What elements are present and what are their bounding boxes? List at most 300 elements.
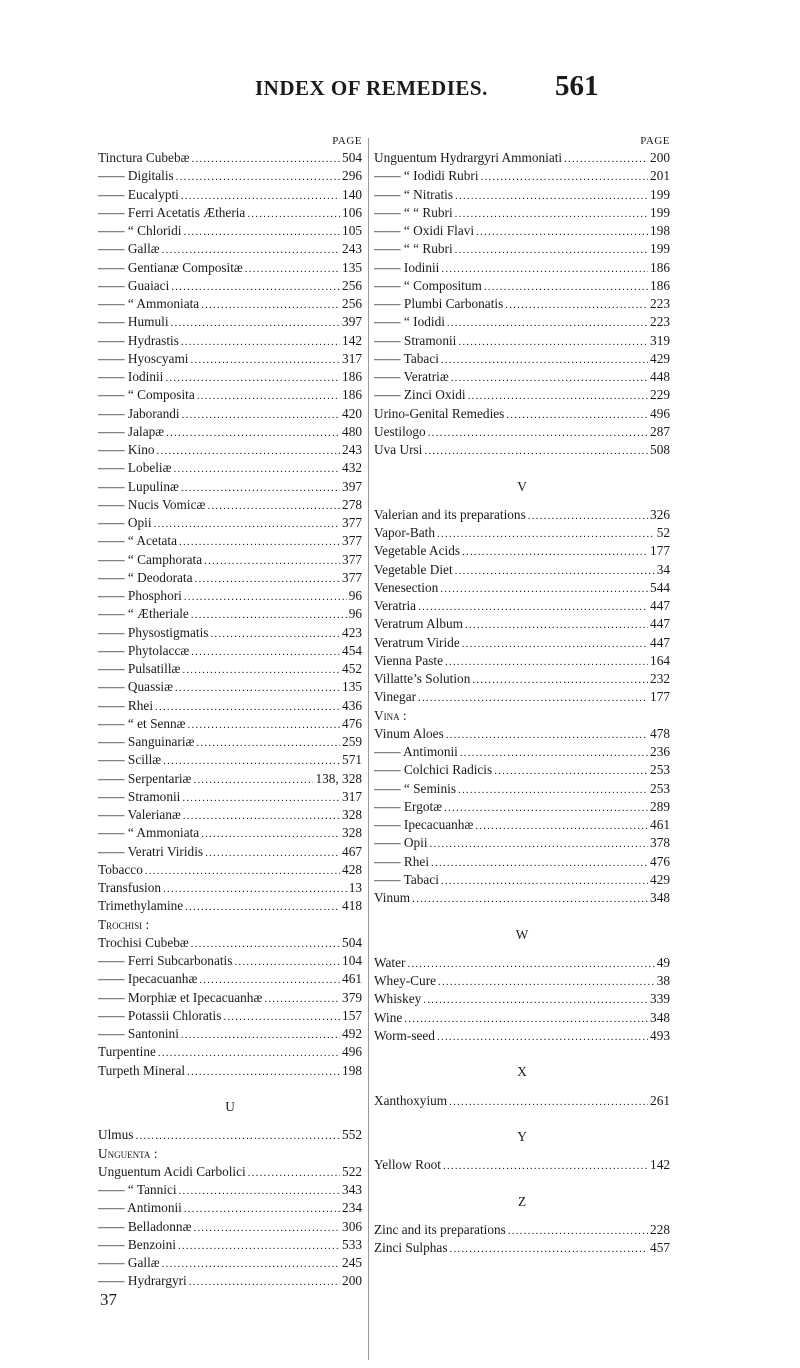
index-entry: [98, 1062, 362, 1080]
section-spacer: [374, 459, 670, 477]
entry-page-number: 135: [342, 679, 362, 695]
running-title: INDEX OF REMEDIES.: [255, 76, 488, 100]
index-entry: [98, 715, 362, 733]
index-entry: [374, 615, 670, 633]
dot-leader: [462, 635, 648, 652]
entry-page-number: 34: [656, 561, 670, 577]
entry-page-number: 379: [342, 989, 362, 1005]
dot-leader: [181, 479, 340, 496]
entry-label: —— Colchici Radicis: [374, 762, 493, 778]
entry-page-number: 348: [650, 890, 670, 905]
index-entry: [374, 579, 670, 597]
dot-leader: [423, 991, 648, 1008]
entry-label: —— Digitalis: [98, 168, 174, 184]
dot-leader: [440, 580, 648, 597]
section-spacer: [374, 1082, 670, 1092]
index-entry: [374, 954, 670, 972]
index-entry: [374, 1239, 670, 1257]
dot-leader: [450, 1240, 649, 1257]
index-entries: [98, 149, 362, 1309]
dot-leader: [444, 799, 648, 816]
index-entry: [374, 1092, 670, 1110]
index-entry: [98, 806, 362, 824]
dot-leader: [157, 442, 341, 459]
index-entry: [98, 1181, 362, 1199]
entry-page-number: 478: [650, 725, 670, 741]
index-entry: [374, 834, 670, 852]
entry-label: Veratrum Viride: [374, 634, 460, 650]
entry-page-number: 229: [650, 387, 670, 403]
index-entry: [98, 843, 362, 861]
entry-page-number: 377: [342, 533, 362, 549]
entry-label: —— Ferri Subcarbonatis: [98, 953, 233, 968]
entry-page-number: 157: [342, 1007, 362, 1023]
entry-label: —— Tabaci: [374, 871, 439, 887]
entry-page-number: 377: [342, 515, 362, 530]
index-entry: [374, 149, 670, 167]
entry-label: Vapor-Bath: [374, 525, 436, 540]
entry-label: Unguentum Acidi Carbolici: [98, 1163, 246, 1179]
entry-page-number: 223: [650, 314, 670, 330]
entry-page-number: 49: [656, 954, 670, 970]
dot-leader: [460, 744, 648, 761]
dot-leader: [181, 1026, 340, 1043]
index-entry: [98, 879, 362, 897]
index-entry: [98, 824, 362, 842]
index-entry: [98, 514, 362, 532]
entry-page-number: 198: [342, 1062, 362, 1078]
entry-label: —— Guaiaci: [98, 277, 170, 293]
index-entry: [374, 441, 670, 459]
dot-leader: [191, 935, 340, 952]
entry-page-number: 397: [342, 478, 362, 494]
dot-leader: [443, 1157, 648, 1174]
entry-page-number: 454: [342, 642, 362, 658]
entry-page-number: 245: [342, 1255, 362, 1270]
entry-label: —— “ “ Rubri: [374, 241, 453, 257]
entry-label: —— Stramonii: [374, 332, 457, 348]
entry-label: —— “ Composita: [98, 387, 195, 403]
index-entry: [98, 1272, 362, 1290]
index-entry: [374, 167, 670, 185]
index-entries: [374, 149, 670, 1258]
entry-label: —— Humuli: [98, 314, 169, 330]
entry-page-number: 256: [342, 296, 362, 311]
dot-leader: [191, 150, 340, 167]
index-entry: [98, 405, 362, 423]
entry-page-number: 261: [650, 1092, 670, 1108]
index-entry: [374, 222, 670, 240]
entry-label: —— Veratriæ: [374, 369, 449, 384]
column-divider: [368, 138, 369, 1360]
index-entry: [98, 1043, 362, 1061]
entry-page-number: 234: [342, 1200, 362, 1216]
dot-leader: [441, 872, 648, 889]
dot-leader: [223, 1008, 340, 1025]
entry-label: —— Antimonii: [98, 1200, 182, 1216]
index-entry: [374, 240, 670, 258]
entry-label: —— “ Deodorata: [98, 569, 193, 585]
index-entry: [98, 678, 362, 696]
dot-leader: [449, 1093, 648, 1110]
dot-leader: [187, 1063, 340, 1080]
entry-label: Valerian and its preparations: [374, 506, 526, 522]
entry-label: —— Santonini: [98, 1026, 179, 1041]
index-entry: [98, 149, 362, 167]
entry-page-number: 142: [342, 332, 362, 348]
index-entry: [98, 569, 362, 587]
dot-leader: [163, 880, 347, 897]
index-entry: [98, 313, 362, 331]
entry-page-number: 140: [342, 186, 362, 202]
dot-leader: [264, 990, 340, 1007]
index-entry: [98, 551, 362, 569]
entry-page-number: 186: [342, 387, 362, 403]
entry-page-number: 552: [342, 1127, 362, 1143]
page-column-label: PAGE: [332, 135, 362, 147]
entry-label: —— Plumbi Carbonatis: [374, 296, 504, 311]
index-entry: [98, 350, 362, 368]
index-column-right: [374, 133, 670, 1258]
index-entry: [374, 725, 670, 743]
entry-page-number: 571: [342, 752, 362, 768]
dot-leader: [465, 616, 648, 633]
entry-label: Xanthoxyium: [374, 1092, 448, 1108]
entry-label: Vienna Paste: [374, 652, 443, 668]
dot-leader: [174, 460, 341, 477]
dot-leader: [441, 260, 648, 277]
index-entry: [98, 934, 362, 952]
section-spacer: [98, 1080, 362, 1098]
dot-leader: [475, 817, 648, 834]
dot-leader: [505, 296, 648, 313]
dot-leader: [437, 525, 655, 542]
section-spacer: [374, 944, 670, 954]
dot-leader: [182, 789, 340, 806]
dot-leader: [424, 442, 648, 459]
index-entry: [98, 897, 362, 915]
dot-leader: [404, 1010, 648, 1027]
entry-label: —— Valerianæ: [98, 807, 181, 822]
index-entry: [374, 259, 670, 277]
entry-page-number: 496: [650, 405, 670, 421]
entry-page-number: 467: [342, 843, 362, 859]
entry-label: Zinc and its preparations: [374, 1222, 506, 1237]
index-entry: [98, 605, 362, 623]
dot-leader: [171, 278, 340, 295]
entry-page-number: 186: [342, 369, 362, 384]
entry-page-number: 253: [650, 762, 670, 778]
index-entry: [98, 624, 362, 642]
dot-leader: [155, 698, 340, 715]
entry-label: —— Tabaci: [374, 350, 439, 366]
entry-label: —— “ Chloridi: [98, 223, 182, 238]
entry-page-number: 164: [650, 652, 670, 668]
index-entry: [98, 532, 362, 550]
index-entry: [374, 405, 670, 423]
entry-page-number: 326: [650, 506, 670, 522]
index-entry: [98, 970, 362, 988]
entry-page-number: 328: [342, 807, 362, 822]
entry-page-number: 200: [342, 1273, 362, 1289]
entry-label: —— Zinci Oxidi: [374, 387, 466, 403]
entry-page-number: 504: [342, 934, 362, 950]
index-entry: [374, 313, 670, 331]
entry-label: Villatte’s Solution: [374, 671, 471, 686]
entry-label: Vinegar: [374, 689, 417, 705]
dot-leader: [201, 825, 340, 842]
index-entry: [98, 441, 362, 459]
group-heading-text: Trochisi :: [98, 916, 150, 932]
index-entry: [98, 1236, 362, 1254]
entry-page-number: 522: [342, 1163, 362, 1179]
entry-label: —— Serpentariæ: [98, 770, 192, 786]
index-entry: [98, 733, 362, 751]
section-spacer: [374, 1175, 670, 1193]
entry-label: —— “ Ammoniata: [98, 825, 200, 841]
entry-label: —— “ Iodidi: [374, 314, 445, 330]
index-entry: [374, 780, 670, 798]
index-entry: [98, 1254, 362, 1272]
entry-label: Zinci Sulphas: [374, 1240, 448, 1256]
entry-page-number: 447: [650, 598, 670, 613]
entry-label: —— Benzoini: [98, 1236, 176, 1252]
index-entry: [98, 788, 362, 806]
entry-label: —— Veratri Viridis: [98, 843, 204, 859]
index-entry: [98, 277, 362, 295]
section-letter: W: [515, 926, 529, 942]
entry-label: Uva Ursi: [374, 442, 423, 457]
dot-leader: [162, 1255, 340, 1272]
entry-page-number: 135: [342, 259, 362, 275]
dot-leader: [183, 223, 340, 240]
entry-page-number: 428: [342, 861, 362, 877]
entry-label: —— Hyoscyami: [98, 350, 189, 366]
index-entry: [374, 761, 670, 779]
index-entry: [98, 423, 362, 441]
dot-leader: [207, 497, 340, 514]
entry-page-number: 177: [650, 543, 670, 559]
index-entry: [374, 652, 670, 670]
dot-leader: [455, 562, 655, 579]
dot-leader: [441, 351, 648, 368]
dot-leader: [431, 854, 648, 871]
entry-label: —— “ Seminis: [374, 780, 456, 796]
index-entry: [374, 688, 670, 706]
dot-leader: [472, 671, 648, 688]
entry-label: Worm-seed: [374, 1027, 435, 1043]
index-entry: [98, 1126, 362, 1144]
dot-leader: [178, 1237, 340, 1254]
entry-page-number: 199: [650, 241, 670, 257]
entry-label: —— Iodinii: [98, 369, 164, 384]
index-entry: [374, 368, 670, 386]
entry-label: Wine: [374, 1009, 403, 1025]
entry-page-number: 253: [650, 780, 670, 796]
index-entry: [374, 990, 670, 1008]
entry-label: —— Ipecacuanhæ: [98, 971, 198, 987]
entry-label: —— Iodinii: [374, 259, 440, 275]
entry-page-number: 104: [342, 953, 362, 968]
index-entry: [374, 204, 670, 222]
entry-page-number: 201: [650, 168, 670, 184]
dot-leader: [165, 369, 340, 386]
entry-label: Venesection: [374, 579, 439, 595]
dot-leader: [176, 168, 340, 185]
dot-leader: [181, 187, 340, 204]
index-entry: [374, 972, 670, 990]
section-letter: X: [517, 1064, 527, 1080]
entry-page-number: 492: [342, 1026, 362, 1041]
entry-page-number: 328: [342, 825, 362, 841]
index-entry: [98, 660, 362, 678]
entry-page-number: 378: [650, 835, 670, 851]
dot-leader: [188, 716, 341, 733]
entry-page-number: 52: [656, 525, 670, 540]
index-entry: [374, 186, 670, 204]
index-entry: [98, 1025, 362, 1043]
entry-page-number: 436: [342, 697, 362, 713]
index-entry: [374, 1027, 670, 1045]
entry-page-number: 198: [650, 223, 670, 238]
entry-label: —— Quassiæ: [98, 679, 173, 695]
dot-leader: [163, 752, 340, 769]
entry-label: —— Ipecacuanhæ: [374, 817, 474, 832]
entry-label: —— Nucis Vomicæ: [98, 496, 206, 512]
page-column-label: PAGE: [640, 135, 670, 147]
entry-label: Uestilogo: [374, 423, 426, 439]
dot-leader: [248, 1164, 340, 1181]
entry-page-number: 504: [342, 150, 362, 165]
entry-label: —— Pulsatillæ: [98, 661, 181, 676]
dot-leader: [158, 1044, 340, 1061]
entry-label: —— “ Nitratis: [374, 186, 454, 202]
dot-leader: [247, 205, 340, 222]
index-entry: [374, 386, 670, 404]
index-entry: [374, 871, 670, 889]
entry-page-number: 377: [342, 551, 362, 567]
entry-label: Tinctura Cubebæ: [98, 150, 190, 165]
entry-page-number: 377: [342, 569, 362, 585]
dot-leader: [154, 515, 340, 532]
index-entry: [374, 542, 670, 560]
entry-label: Vinum: [374, 890, 411, 905]
index-entry: [98, 496, 362, 514]
entry-page-number: 236: [650, 744, 670, 759]
entry-page-number: 256: [342, 277, 362, 293]
index-entry: [98, 478, 362, 496]
entry-label: Vegetable Diet: [374, 561, 453, 577]
entry-page-number: 13: [348, 880, 362, 895]
entry-label: Turpentine: [98, 1044, 156, 1060]
entry-label: Whey-Cure: [374, 973, 437, 988]
index-entry: [98, 952, 362, 970]
entry-page-number: 278: [342, 496, 362, 512]
entry-page-number: 452: [342, 661, 362, 676]
entry-label: —— “ Acetata: [98, 533, 178, 549]
index-entry: [374, 743, 670, 761]
dot-leader: [528, 507, 648, 524]
entry-page-number: 228: [650, 1222, 670, 1237]
dot-leader: [484, 278, 648, 295]
section-letter: V: [517, 478, 527, 494]
group-heading: [98, 1145, 362, 1163]
dot-leader: [199, 971, 340, 988]
entry-page-number: 96: [348, 588, 362, 603]
index-entry: [98, 167, 362, 185]
index-entry: [98, 1199, 362, 1217]
entry-page-number: 493: [650, 1027, 670, 1043]
index-entry: [98, 697, 362, 715]
entry-label: —— Gentianæ Compositæ: [98, 259, 243, 275]
entry-page-number: 287: [650, 423, 670, 439]
entry-page-number: 106: [342, 204, 362, 220]
dot-leader: [468, 387, 648, 404]
dot-leader: [171, 314, 340, 331]
entry-page-number: 177: [650, 689, 670, 705]
index-entry: [374, 1156, 670, 1174]
dot-leader: [179, 533, 340, 550]
dot-leader: [445, 653, 648, 670]
entry-page-number: 343: [342, 1182, 362, 1197]
index-entry: [98, 861, 362, 879]
entry-label: —— Lupulinæ: [98, 478, 179, 494]
entry-page-number: 138, 328: [315, 770, 362, 786]
entry-label: —— Gallæ: [98, 241, 160, 257]
section-spacer: [374, 1211, 670, 1221]
section-spacer: [374, 1110, 670, 1128]
dot-leader: [481, 168, 649, 185]
dot-leader: [455, 241, 648, 258]
entry-page-number: 461: [342, 971, 362, 987]
entry-page-number: 199: [650, 186, 670, 202]
entry-page-number: 397: [342, 314, 362, 330]
entry-label: —— Antimonii: [374, 744, 458, 759]
dot-leader: [412, 890, 648, 907]
entry-page-number: 186: [650, 259, 670, 275]
entry-page-number: 423: [342, 624, 362, 640]
entry-page-number: 223: [650, 296, 670, 311]
dot-leader: [455, 205, 648, 222]
dot-leader: [446, 726, 648, 743]
dot-leader: [190, 351, 340, 368]
dot-leader: [145, 862, 340, 879]
entry-label: —— Hydrastis: [98, 332, 179, 348]
dot-leader: [191, 606, 347, 623]
index-entry: [98, 186, 362, 204]
dot-leader: [455, 187, 648, 204]
index-entry: [374, 332, 670, 350]
dot-leader: [205, 844, 340, 861]
entry-label: —— Stramonii: [98, 788, 181, 804]
index-column-left: [98, 133, 362, 1309]
section-spacer: [98, 1116, 362, 1126]
entry-page-number: 429: [650, 871, 670, 887]
entry-page-number: 142: [650, 1157, 670, 1173]
entry-label: —— “ et Sennæ: [98, 715, 186, 731]
index-entry: [374, 506, 670, 524]
entry-label: Vegetable Acids: [374, 543, 461, 559]
dot-leader: [179, 1182, 340, 1199]
dot-leader: [193, 771, 313, 788]
entry-page-number: 339: [650, 991, 670, 1007]
index-entry: [374, 670, 670, 688]
page-number: 561: [555, 70, 599, 102]
section-letter: U: [225, 1099, 235, 1114]
dot-leader: [245, 260, 340, 277]
entry-page-number: 508: [650, 442, 670, 457]
dot-leader: [437, 1028, 648, 1045]
